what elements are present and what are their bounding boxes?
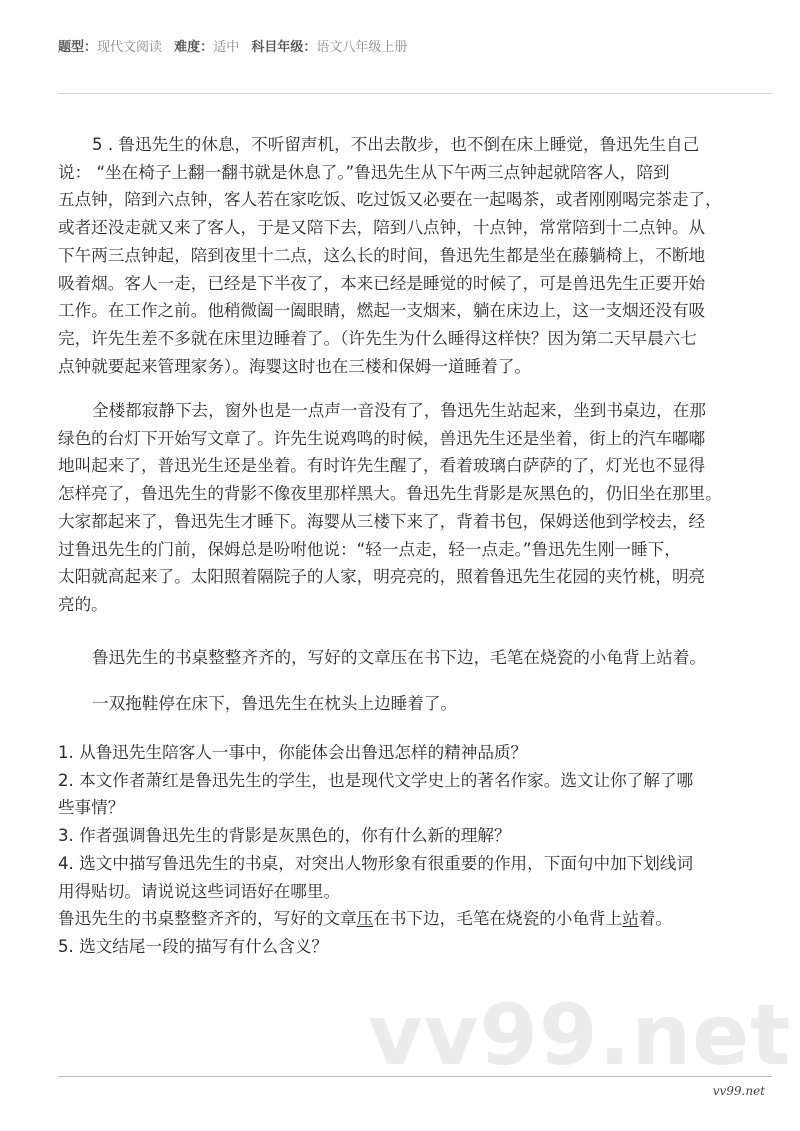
- question-meta: [58, 36, 407, 55]
- text-line: 大家都起来了，鲁迅先生才睡下。海婴从三楼下来了，背着书包，保姆送他到学校去，经: [58, 511, 706, 531]
- text-line: 或者还没走就又来了客人，于是又陪下去，陪到八点钟，十点钟，常常陪到十二点钟。从: [58, 218, 706, 238]
- header-divider: [58, 93, 772, 94]
- footer-divider: [58, 1076, 772, 1077]
- questions-list: [58, 739, 758, 961]
- watermark: vv99.net: [368, 986, 792, 1084]
- type-label: 题型：: [58, 40, 98, 55]
- question-2-line: 2. 本文作者萧红是鲁迅先生的学生，也是现代文学史上的著名作家。选文让你了解了哪: [58, 770, 694, 790]
- text-line: 说： “坐在椅子上翻一翻书就是休息了。”鲁迅先生从下午两三点钟起就陪客人，陪到: [58, 162, 670, 182]
- text-line: 地叫起来了，普迅光生还是坐着。有时许先生醒了，看着玻璃白萨萨的了，灯光也不显得: [58, 456, 706, 476]
- text-line: 鲁迅先生的书桌整整齐齐的，写好的文章压在书下边，毛笔在烧瓷的小龟背上站着。: [92, 648, 706, 667]
- text-line: 怎样亮了，鲁迅先生的背影不像夜里那样黑大。鲁迅先生背影是灰黑色的，仍旧坐在那里。: [58, 484, 722, 504]
- text-line: 5 . 鲁迅先生的休息，不听留声机，不出去散步，也不倒在床上睡觉，鲁迅先生自己: [92, 135, 700, 154]
- underlined-word: 压: [356, 909, 374, 929]
- passage-paragraph-1: [58, 131, 758, 380]
- text-line: 过鲁迅先生的门前，保姆总是吩咐他说：“轻一点走，轻一点走。”鲁迅先生刚一睡下，: [58, 539, 681, 559]
- text-line: 绿色的台灯下开始写文章了。许先生说鸡鸣的时候，兽迅先生还是坐着，街上的汽车嘟嘟: [58, 428, 706, 448]
- passage-paragraph-2: [58, 397, 758, 619]
- difficulty-label: 难度：: [174, 40, 214, 55]
- sentence-part: 鲁迅先生的书桌整整齐齐的，写好的文章: [58, 909, 357, 929]
- underlined-word: 站: [622, 909, 639, 929]
- question-4-line: 用得贴切。请说说这些词语好在哪里。: [58, 881, 341, 901]
- text-line: 工作。在工作之前。他稍微阖一阖眼睛，燃起一支烟来，躺在床边上，这一支烟还没有吸: [58, 301, 706, 321]
- text-line: 一双拖鞋停在床下，鲁迅先生在枕头上边睡着了。: [92, 694, 458, 713]
- passage-paragraph-3: [58, 644, 758, 672]
- sentence-part: 在书下边，毛笔在烧瓷的小龟背上: [373, 909, 623, 929]
- subject-label: 科目年级：: [251, 40, 317, 55]
- question-3: 3. 作者强调鲁迅先生的背影是灰黑色的，你有什么新的理解？: [58, 826, 511, 846]
- question-5: 5. 选文结尾一段的描写有什么含义？: [58, 936, 329, 956]
- passage-paragraph-4: [58, 690, 758, 718]
- question-4-line: 4. 选文中描写鲁迅先生的书桌，对突出人物形象有很重要的作用，下面句中加下划线词: [58, 853, 694, 873]
- sentence-part: 着。: [638, 909, 672, 929]
- difficulty-value: 适中: [213, 40, 240, 55]
- type-value: 现代文阅读: [97, 40, 163, 55]
- footer-site: vv99.net: [712, 1084, 765, 1098]
- question-1: 1. 从鲁迅先生陪客人一事中，你能体会出鲁迅怎样的精神品质？: [58, 743, 528, 762]
- text-line: 五点钟，陪到六点钟，客人若在家吃饭、吃过饭又必要在一起喝茶，或者刚刚喝完茶走了，: [58, 190, 722, 210]
- question-4-sentence: [58, 905, 758, 933]
- text-line: 全楼都寂静下去，窗外也是一点声一音没有了，鲁迅先生站起来，坐到书桌边，在那: [92, 401, 706, 420]
- text-line: 完，许先生差不多就在床里边睡着了。（许先生为什么睡得这样快？因为第二天早晨六七: [58, 328, 697, 348]
- question-2-line: 些事情？: [58, 798, 125, 818]
- subject-value: 语文八年级上册: [316, 40, 408, 55]
- text-line: 点钟就要起来管理家务）。海婴这时也在三楼和保姆一道睡着了。: [58, 356, 531, 376]
- text-line: 下午两三点钟起，陪到夜里十二点，这么长的时间，鲁迅先生都是坐在藤躺椅上，不断地: [58, 245, 706, 265]
- text-line: 太阳就高起来了。太阳照着隔院子的人家，明亮亮的，照着鲁迅先生花园的夹竹桃，明亮: [58, 567, 706, 587]
- text-line: 亮的。: [58, 594, 108, 614]
- text-line: 吸着烟。客人一走，已经是下半夜了，本来已经是睡觉的时候了，可是兽迅先生正要开始: [58, 273, 706, 293]
